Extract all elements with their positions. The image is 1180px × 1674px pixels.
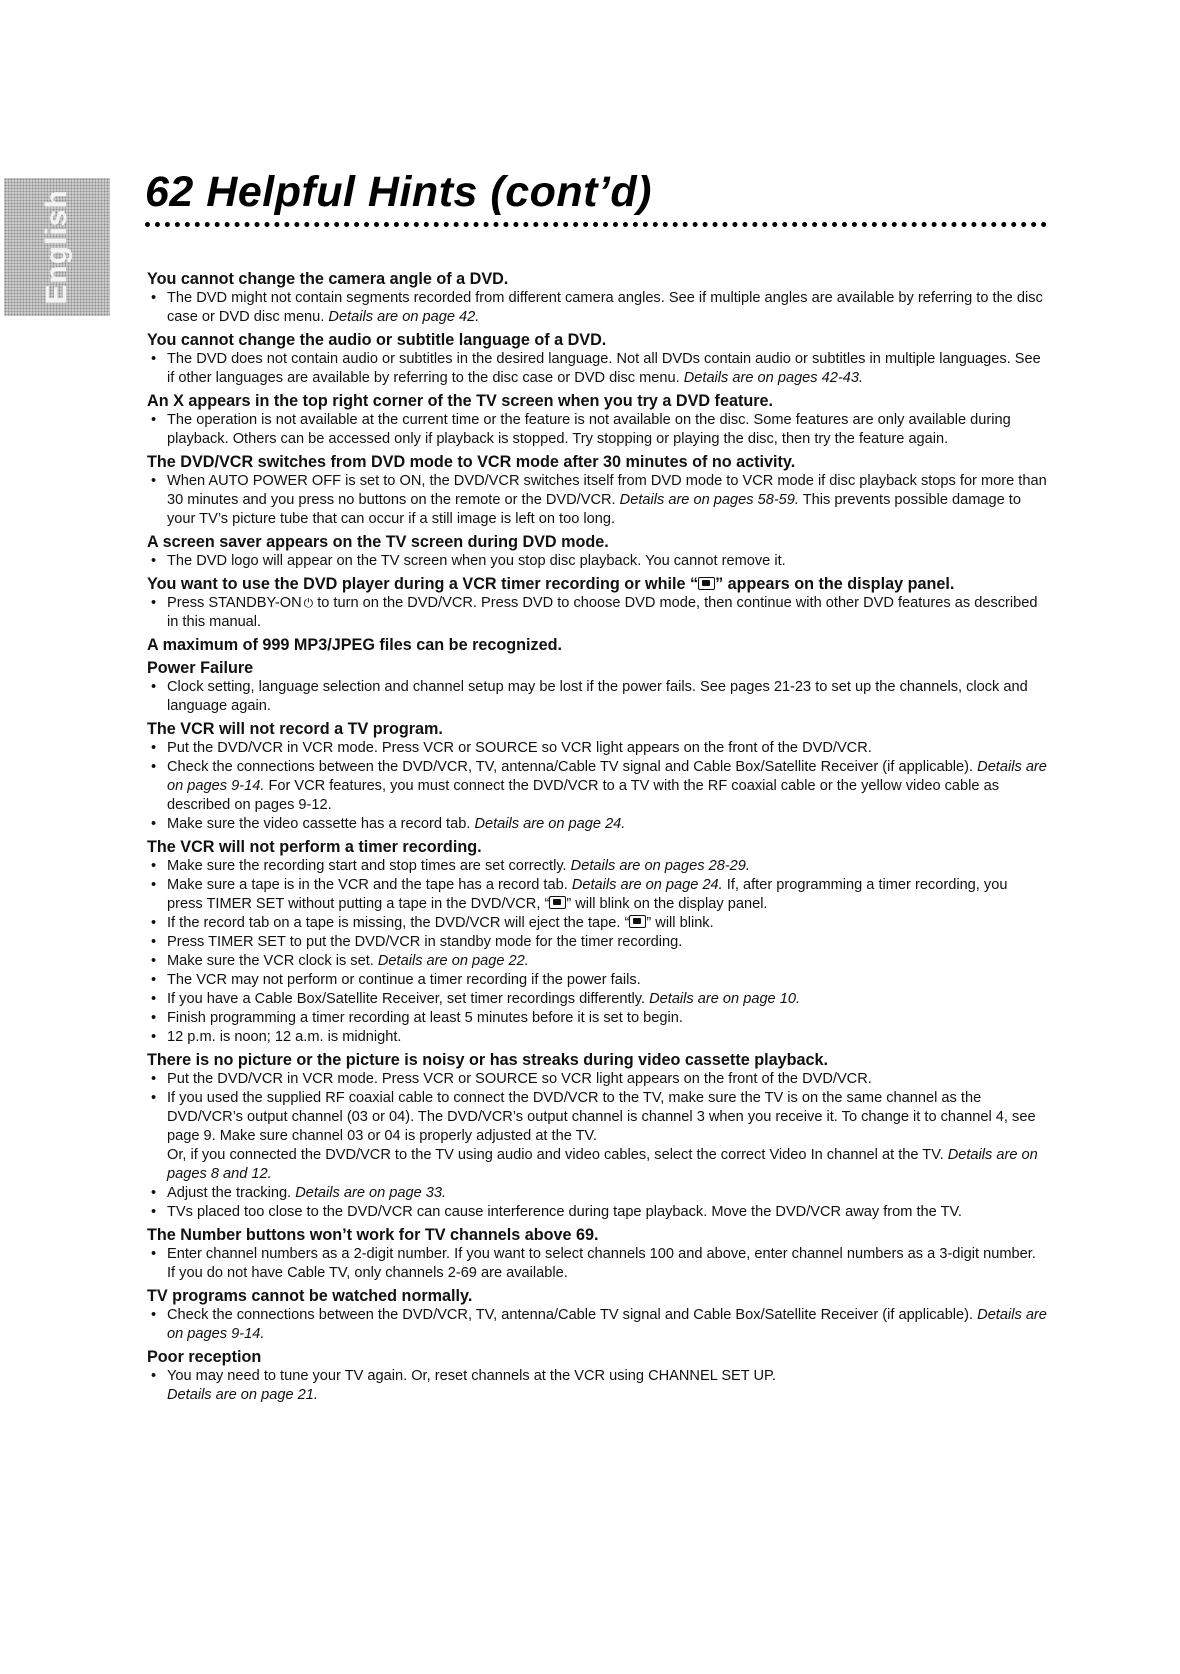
bullet-list [147, 1306, 1047, 1344]
bullet-text-continued: For VCR features, you must connect the DVD/VCR to a TV with the RF coaxial cable or the yellow video cable as described on pages 9-12. [167, 778, 999, 813]
bullet-text: If the record tab on a tape is missing, the DVD/VCR will eject the tape. “ [167, 915, 630, 931]
bullet-text-continued [167, 1146, 1047, 1184]
bullet-text-continued: This prevents possible damage to your TV’s picture tube that can occur if a still image is left on too long. [167, 492, 1021, 527]
bullet-text: Clock setting, language selection and channel setup may be lost if the power fails. See pages 21-23 to set up the channels, clock and language again. [167, 679, 1028, 714]
bullet-list [147, 739, 1047, 834]
list-item [147, 350, 1047, 388]
hints-content [147, 270, 1047, 1405]
page-reference: Details are on page 42. [328, 309, 480, 325]
bullet-list [147, 1367, 1047, 1405]
list-item [147, 876, 1047, 914]
page-reference: Details are on page 33. [295, 1185, 447, 1201]
bullet-list [147, 857, 1047, 1047]
display-panel-tape-icon [549, 896, 566, 909]
bullet-text: The DVD might not contain segments recorded from different camera angles. See if multiple angles are available by referring to the disc case or DVD disc menu. [167, 290, 1043, 325]
page-reference: Details are on pages 28-29. [570, 858, 750, 874]
list-item [147, 594, 1047, 632]
bullet-text: The VCR may not perform or continue a timer recording if the power fails. [167, 972, 641, 988]
section-heading: The Number buttons won’t work for TV channels above 69. [147, 1226, 599, 1244]
bullet-list [147, 350, 1047, 388]
bullet-text: Make sure the VCR clock is set. [167, 953, 374, 969]
list-item [147, 1203, 1047, 1222]
section-heading: TV programs cannot be watched normally. [147, 1287, 473, 1305]
display-panel-tape-icon [629, 915, 646, 928]
list-item [147, 552, 1047, 571]
list-item [147, 952, 1047, 971]
section-heading: The VCR will not record a TV program. [147, 720, 443, 738]
bullet-text: If you have a Cable Box/Satellite Receiver, set timer recordings differently. [167, 991, 646, 1007]
language-tab-label: English [40, 189, 73, 305]
list-item [147, 1009, 1047, 1028]
section-heading: Power Failure [147, 659, 254, 677]
bullet-text: Press TIMER SET to put the DVD/VCR in standby mode for the timer recording. [167, 934, 683, 950]
heading-part: ” appears on the display panel. [715, 575, 955, 593]
bullet-text-continued: ” will blink on the display panel. [566, 896, 768, 912]
list-item [147, 1245, 1047, 1283]
bullet-text-continued: to turn on the DVD/VCR. Press DVD to choose DVD mode, then continue with other DVD features as described in this manual. [167, 595, 1038, 630]
section-heading: A maximum of 999 MP3/JPEG files can be recognized. [147, 636, 563, 654]
list-item [147, 815, 1047, 834]
page-reference: Details are on pages 8 and 12. [167, 1147, 1038, 1182]
bullet-text: TVs placed too close to the DVD/VCR can cause interference during tape playback. Move the DVD/VCR away from the TV. [167, 1204, 962, 1220]
bullet-list [147, 472, 1047, 529]
bullet-list [147, 1070, 1047, 1222]
list-item [147, 289, 1047, 327]
bullet-text: Enter channel numbers as a 2-digit number. If you want to select channels 100 and above, enter channel numbers as a 3-digit number. If you do not have Cable TV, only channels 2-69 are available. [167, 1246, 1036, 1281]
list-item [147, 914, 1047, 933]
section-heading: A screen saver appears on the TV screen during DVD mode. [147, 533, 609, 551]
bullet-text: Make sure the recording start and stop times are set correctly. [167, 858, 567, 874]
bullet-text: Put the DVD/VCR in VCR mode. Press VCR or SOURCE so VCR light appears on the front of the DVD/VCR. [167, 1071, 872, 1087]
list-item [147, 411, 1047, 449]
bullet-text: Adjust the tracking. [167, 1185, 292, 1201]
list-item [147, 1028, 1047, 1047]
section-heading: The VCR will not perform a timer recording. [147, 838, 482, 856]
bullet-list [147, 594, 1047, 632]
bullet-list [147, 289, 1047, 327]
bullet-text-continued: If, after programming a timer recording, you press TIMER SET without putting a tape in the DVD/VCR, “ [167, 877, 1008, 912]
list-item [147, 1184, 1047, 1203]
section-heading: There is no picture or the picture is noisy or has streaks during video cassette playback. [147, 1051, 828, 1069]
section-heading: An X appears in the top right corner of the TV screen when you try a DVD feature. [147, 392, 774, 410]
list-item [147, 1070, 1047, 1089]
list-item [147, 1089, 1047, 1184]
section-heading: You cannot change the audio or subtitle language of a DVD. [147, 331, 607, 349]
list-item [147, 472, 1047, 529]
page-reference: Details are on pages 42-43. [683, 370, 864, 386]
bullet-text: If you used the supplied RF coaxial cable to connect the DVD/VCR to the TV, make sure the TV is on the same channel as the DVD/VCR’s output channel (03 or 04). The DVD/VCR’s output channel is channel 3 when you receive it. To change it to channel 4, see page 9. Make sure channel 03 or 04 is properly adjusted at the TV. [167, 1090, 1036, 1144]
heading-part: You want to use the DVD player during a VCR timer recording or while “ [147, 575, 699, 593]
list-item [147, 1367, 1047, 1405]
bullet-list [147, 1245, 1047, 1283]
section-heading [147, 575, 1047, 594]
section-heading: Poor reception [147, 1348, 262, 1366]
page-reference: Details are on pages 9-14. [167, 759, 1047, 794]
list-item [147, 971, 1047, 990]
bullet-text: 12 p.m. is noon; 12 a.m. is midnight. [167, 1029, 402, 1045]
power-icon: ⏻ [303, 596, 314, 610]
bullet-list [147, 552, 1047, 571]
list-item [147, 739, 1047, 758]
list-item [147, 933, 1047, 952]
bullet-text: Check the connections between the DVD/VCR, TV, antenna/Cable TV signal and Cable Box/Satellite Receiver (if applicable). [167, 759, 974, 775]
page-reference: Details are on page 21. [167, 1387, 318, 1403]
page-reference: Details are on pages 9-14. [167, 1307, 1047, 1342]
section-heading: You cannot change the camera angle of a DVD. [147, 270, 509, 288]
page-reference: Details are on page 22. [377, 953, 529, 969]
bullet-text: Press STANDBY-ON [167, 595, 302, 611]
section-heading: The DVD/VCR switches from DVD mode to VCR mode after 30 minutes of no activity. [147, 453, 796, 471]
title-divider [145, 222, 1047, 227]
list-item [147, 758, 1047, 815]
list-item [147, 1306, 1047, 1344]
bullet-list [147, 678, 1047, 716]
bullet-text: Check the connections between the DVD/VCR, TV, antenna/Cable TV signal and Cable Box/Satellite Receiver (if applicable). [167, 1307, 974, 1323]
bullet-text: Finish programming a timer recording at least 5 minutes before it is set to begin. [167, 1010, 683, 1026]
bullet-text: The DVD does not contain audio or subtitles in the desired language. Not all DVDs contain audio or subtitles in multiple languages. See if other languages are available by referring to the disc case or DVD disc menu. [167, 351, 1041, 386]
display-panel-tape-icon [698, 577, 715, 590]
bullet-text: When AUTO POWER OFF is set to ON, the DVD/VCR switches itself from DVD mode to VCR mode if disc playback stops for more than 30 minutes and you press no buttons on the remote or the DVD/VCR. [167, 473, 1047, 508]
bullet-text: The operation is not available at the current time or the feature is not available on the disc. Some features are only available during playback. Others can be accessed only if playback is stopped. Try stopping or playing the disc, then try the feature again. [167, 412, 1011, 447]
continuation-text: Or, if you connected the DVD/VCR to the TV using audio and video cables, select the correct Video In channel at the TV. [167, 1147, 944, 1163]
page-reference: Details are on pages 58-59. [619, 492, 799, 508]
page-reference: Details are on page 10. [649, 991, 801, 1007]
bullet-list [147, 411, 1047, 449]
page-reference: Details are on page 24. [571, 877, 723, 893]
bullet-text-continued: ” will blink. [646, 915, 714, 931]
page-reference: Details are on page 24. [474, 816, 626, 832]
bullet-text: Put the DVD/VCR in VCR mode. Press VCR or SOURCE so VCR light appears on the front of the DVD/VCR. [167, 740, 872, 756]
page-title: 62 Helpful Hints (cont’d) [145, 168, 652, 216]
list-item [147, 857, 1047, 876]
bullet-text: The DVD logo will appear on the TV screen when you stop disc playback. You cannot remove it. [167, 553, 786, 569]
language-tab [4, 178, 110, 316]
list-item [147, 678, 1047, 716]
list-item [147, 990, 1047, 1009]
bullet-text: Make sure the video cassette has a record tab. [167, 816, 471, 832]
bullet-text: Make sure a tape is in the VCR and the tape has a record tab. [167, 877, 568, 893]
bullet-text: You may need to tune your TV again. Or, reset channels at the VCR using CHANNEL SET UP. [167, 1368, 776, 1384]
